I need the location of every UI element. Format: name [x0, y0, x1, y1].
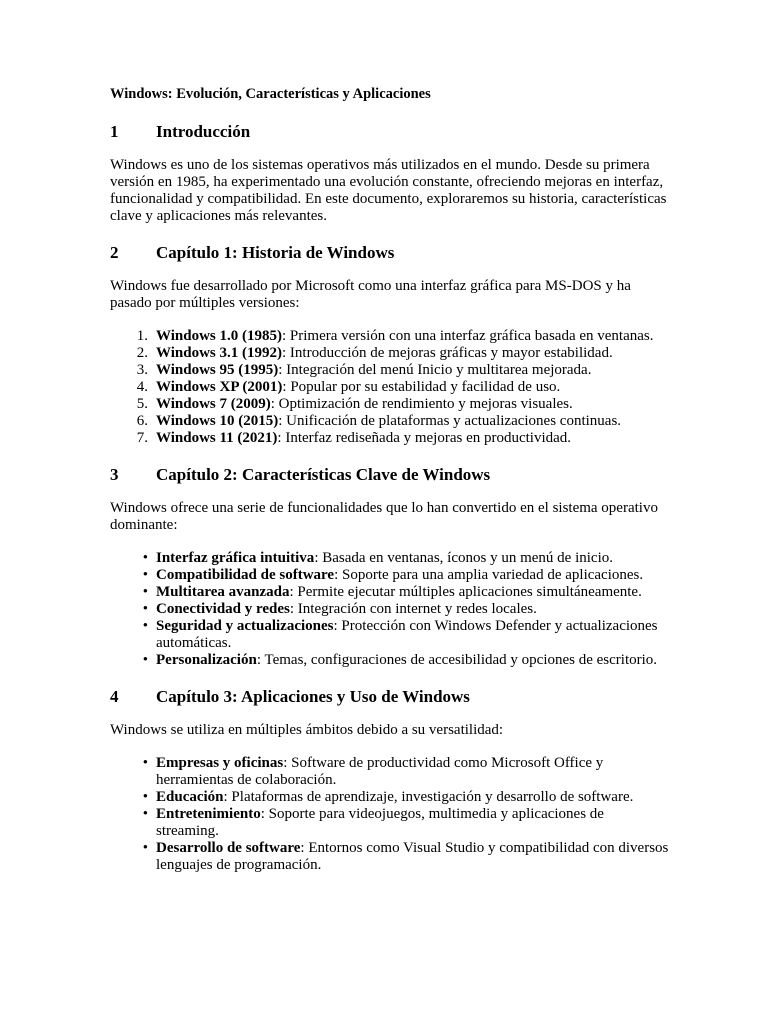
list-item-text: : Plataformas de aprendizaje, investigación y desarrollo de software.	[223, 789, 634, 805]
list-item-term: Windows 1.0 (1985)	[156, 328, 282, 344]
versions-ordered-list	[110, 328, 670, 447]
list-item-text: : Protección con Windows Defender y actualizaciones automáticas.	[156, 618, 658, 651]
list-number: 5.	[136, 396, 148, 412]
document-page	[110, 84, 670, 890]
section-aplicaciones	[110, 685, 670, 874]
section-introduccion	[110, 120, 670, 225]
section-number: 2	[110, 243, 119, 262]
list-item-term: Windows XP (2001)	[156, 379, 283, 395]
list-item-term: Empresas y oficinas	[156, 755, 284, 771]
list-number: 4.	[136, 379, 148, 395]
section-heading	[110, 685, 670, 709]
bullet-icon: •	[142, 806, 148, 822]
section-number: 1	[110, 122, 119, 141]
list-item-text: : Introducción de mejoras gráficas y mayor estabilidad.	[282, 345, 613, 361]
bullet-icon: •	[142, 789, 148, 805]
list-item	[110, 652, 670, 669]
list-item-term: Conectividad y redes	[156, 601, 290, 617]
section-title: Capítulo 2: Características Clave de Windows	[156, 465, 491, 484]
list-item-term: Windows 10 (2015)	[156, 413, 279, 429]
list-number: 3.	[136, 362, 148, 378]
list-item-term: Personalización	[156, 652, 257, 668]
bullet-icon: •	[142, 652, 148, 668]
list-item-term: Compatibilidad de software	[156, 567, 335, 583]
list-item	[110, 806, 670, 840]
list-item-term: Seguridad y actualizaciones	[156, 618, 334, 634]
list-item	[110, 755, 670, 789]
list-number: 2.	[136, 345, 148, 361]
list-item	[110, 584, 670, 601]
uses-bullet-list	[110, 755, 670, 874]
list-number: 7.	[136, 430, 148, 446]
list-item	[110, 601, 670, 618]
list-item-term: Windows 3.1 (1992)	[156, 345, 282, 361]
section-paragraph: Windows es uno de los sistemas operativos más utilizados en el mundo. Desde su primera versión en 1985, ha experimentado una evolución constante, ofreciendo mejoras en interfaz, funcionalidad y compatibilidad. En este documento, exploraremos su historia, características clave y aplicaciones más relevantes.	[110, 157, 667, 224]
list-item-term: Entretenimiento	[156, 806, 261, 822]
list-item-text: : Integración del menú Inicio y multitarea mejorada.	[278, 362, 592, 378]
list-item-text: : Entornos como Visual Studio y compatibilidad con diversos lenguajes de programación.	[156, 840, 669, 873]
list-item	[110, 840, 670, 874]
list-item	[110, 362, 670, 379]
section-title: Capítulo 1: Historia de Windows	[156, 243, 395, 262]
list-item-term: Interfaz gráfica intuitiva	[156, 550, 315, 566]
list-item-term: Windows 95 (1995)	[156, 362, 279, 378]
section-paragraph: Windows se utiliza en múltiples ámbitos debido a su versatilidad:	[110, 722, 504, 738]
section-title: Capítulo 3: Aplicaciones y Uso de Windows	[156, 687, 470, 706]
list-item	[110, 396, 670, 413]
list-item	[110, 567, 670, 584]
list-item-text: : Temas, configuraciones de accesibilidad y opciones de escritorio.	[256, 652, 658, 668]
list-item	[110, 550, 670, 567]
list-item-text: : Permite ejecutar múltiples aplicaciones simultáneamente.	[289, 584, 642, 600]
list-item	[110, 413, 670, 430]
bullet-icon: •	[142, 567, 148, 583]
bullet-icon: •	[142, 840, 148, 856]
list-item-text: : Integración con internet y redes locales.	[289, 601, 537, 617]
list-item-text: : Popular por su estabilidad y facilidad de uso.	[282, 379, 561, 395]
list-item-text: : Unificación de plataformas y actualizaciones continuas.	[278, 413, 622, 429]
features-bullet-list	[110, 550, 670, 669]
list-item-term: Desarrollo de software	[156, 840, 301, 856]
section-paragraph: Windows ofrece una serie de funcionalidades que lo han convertido en el sistema operativo dominante:	[110, 500, 658, 533]
list-number: 6.	[136, 413, 148, 429]
bullet-icon: •	[142, 755, 148, 771]
list-item	[110, 328, 670, 345]
section-title: Introducción	[156, 122, 251, 141]
bullet-icon: •	[142, 618, 148, 634]
section-caracteristicas	[110, 463, 670, 669]
bullet-icon: •	[142, 584, 148, 600]
list-item-text: : Basada en ventanas, íconos y un menú de inicio.	[314, 550, 613, 566]
list-item	[110, 618, 670, 652]
list-item-text: : Soporte para videojuegos, multimedia y aplicaciones de streaming.	[156, 806, 604, 839]
list-item-term: Windows 7 (2009)	[156, 396, 271, 412]
bullet-icon: •	[142, 601, 148, 617]
section-heading	[110, 120, 670, 144]
document-title: Windows: Evolución, Características y Aplicaciones	[110, 86, 431, 102]
section-paragraph: Windows fue desarrollado por Microsoft como una interfaz gráfica para MS-DOS y ha pasado por múltiples versiones:	[110, 278, 631, 311]
list-item	[110, 345, 670, 362]
section-heading	[110, 241, 670, 265]
list-item-term: Windows 11 (2021)	[156, 430, 278, 446]
list-item-text: : Primera versión con una interfaz gráfica basada en ventanas.	[282, 328, 654, 344]
list-item-text: : Optimización de rendimiento y mejoras visuales.	[270, 396, 573, 412]
section-heading	[110, 463, 670, 487]
list-item	[110, 379, 670, 396]
list-item-text: : Software de productividad como Microsoft Office y herramientas de colaboración.	[156, 755, 604, 788]
list-item	[110, 789, 670, 806]
list-item-text: : Interfaz rediseñada y mejoras en productividad.	[277, 430, 572, 446]
list-item-term: Educación	[156, 789, 224, 805]
section-historia	[110, 241, 670, 447]
list-item-text: : Soporte para una amplia variedad de aplicaciones.	[334, 567, 644, 583]
list-number: 1.	[136, 328, 148, 344]
section-number: 4	[110, 687, 119, 706]
section-number: 3	[110, 465, 119, 484]
bullet-icon: •	[142, 550, 148, 566]
list-item-term: Multitarea avanzada	[156, 584, 290, 600]
list-item	[110, 430, 670, 447]
